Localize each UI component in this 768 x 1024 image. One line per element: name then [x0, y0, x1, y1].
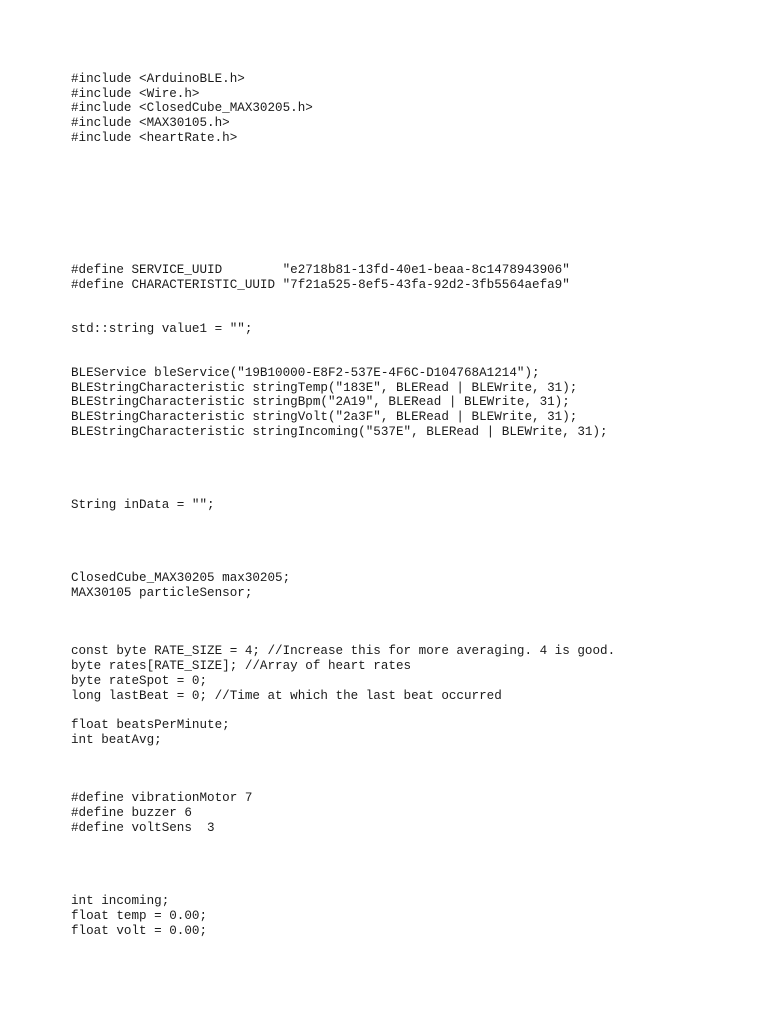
code-line: #include <heartRate.h>	[71, 131, 238, 145]
code-line: #define buzzer 6	[71, 806, 192, 820]
code-line: byte rateSpot = 0;	[71, 674, 208, 688]
code-line: String inData = "";	[71, 498, 215, 512]
code-line: int incoming;	[71, 894, 170, 908]
code-line: MAX30105 particleSensor;	[71, 586, 253, 600]
code-line: #include <MAX30105.h>	[71, 116, 230, 130]
code-line: #include <ArduinoBLE.h>	[71, 72, 245, 86]
code-line: BLEStringCharacteristic stringVolt("2a3F", BLERead | BLEWrite, 31);	[71, 410, 578, 424]
code-line: #define voltSens 3	[71, 821, 215, 835]
code-line: #include <Wire.h>	[71, 87, 200, 101]
code-line: BLEService bleService("19B10000-E8F2-537E-4F6C-D104768A1214");	[71, 366, 540, 380]
code-line: BLEStringCharacteristic stringBpm("2A19", BLERead | BLEWrite, 31);	[71, 395, 570, 409]
code-line: float beatsPerMinute;	[71, 718, 230, 732]
code-line: #include <ClosedCube_MAX30205.h>	[71, 101, 313, 115]
code-line: float temp = 0.00;	[71, 909, 208, 923]
code-line: #define vibrationMotor 7	[71, 791, 253, 805]
code-line: int beatAvg;	[71, 733, 162, 747]
code-line: ClosedCube_MAX30205 max30205;	[71, 571, 291, 585]
code-line: std::string value1 = "";	[71, 322, 253, 336]
code-line: float volt = 0.00;	[71, 924, 208, 938]
code-line: BLEStringCharacteristic stringIncoming("537E", BLERead | BLEWrite, 31);	[71, 425, 608, 439]
code-line: BLEStringCharacteristic stringTemp("183E", BLERead | BLEWrite, 31);	[71, 381, 578, 395]
code-line: long lastBeat = 0; //Time at which the last beat occurred	[71, 689, 502, 703]
code-line: byte rates[RATE_SIZE]; //Array of heart rates	[71, 659, 412, 673]
code-line: #define CHARACTERISTIC_UUID "7f21a525-8ef5-43fa-92d2-3fb5564aefa9"	[71, 278, 570, 292]
code-line: const byte RATE_SIZE = 4; //Increase this for more averaging. 4 is good.	[71, 644, 616, 658]
code-line: #define SERVICE_UUID "e2718b81-13fd-40e1-beaa-8c1478943906"	[71, 263, 570, 277]
